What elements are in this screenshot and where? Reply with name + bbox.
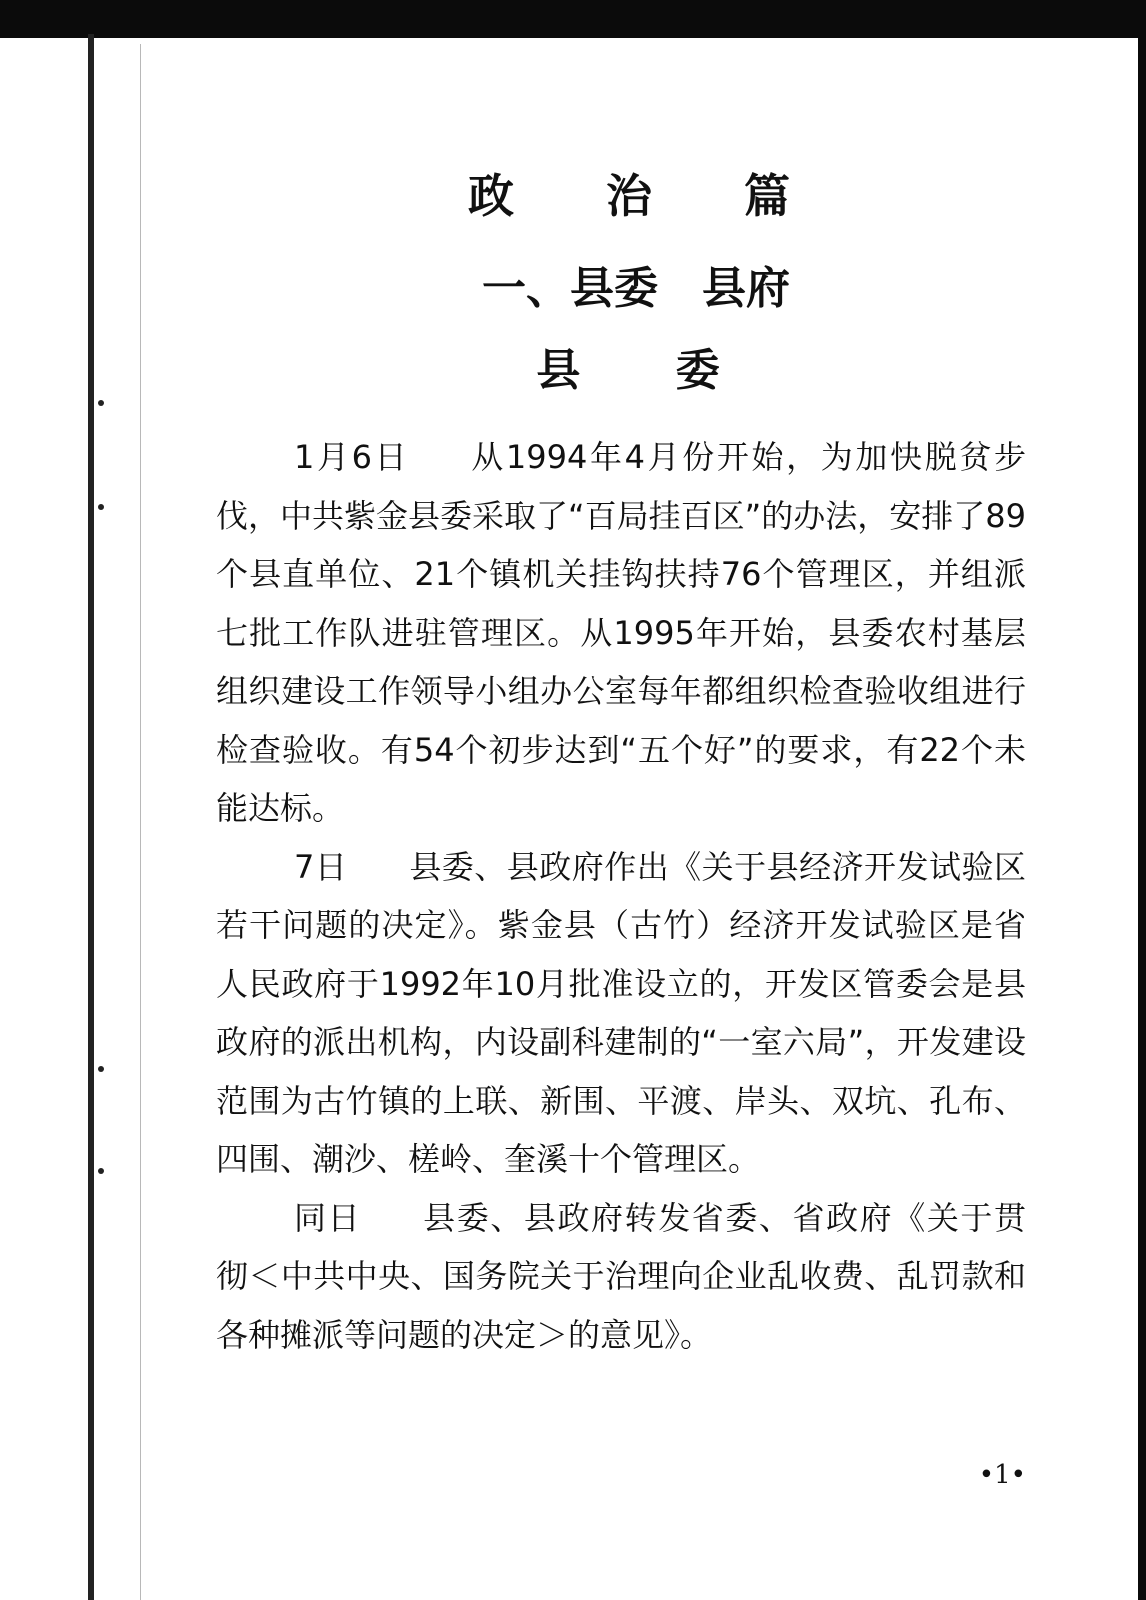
subsection-title: 县 委 xyxy=(536,345,760,396)
binding-hole-mark xyxy=(98,504,104,510)
chronicle-entry xyxy=(216,838,1026,1189)
page-number: •1• xyxy=(978,1460,1026,1490)
entry-text: 县委、县政府转发省委、省政府《关于贯彻＜中共中央、国务院关于治理向企业乱收费、乱罚款和各种摊派等问题的决定＞的意见》。 xyxy=(216,1198,1026,1354)
binding-hole-mark xyxy=(98,1066,104,1072)
chronicle-entry xyxy=(216,1189,1026,1365)
scan-border-right xyxy=(1138,0,1146,1600)
entry-date: 1月6日 xyxy=(294,438,410,476)
binding-hole-mark xyxy=(98,1168,104,1174)
scan-border-top xyxy=(0,0,1146,38)
chronicle-body xyxy=(216,428,1026,1364)
binding-hole-mark xyxy=(98,400,104,406)
entry-text: 从1994年4月份开始，为加快脱贫步伐，中共紫金县委采取了“百局挂百区”的办法，安排了89个县直单位、21个镇机关挂钩扶持76个管理区，并组派七批工作队进驻管理区。从1995年开始，县委农村基层组织建设工作领导小组办公室每年都组织检查验收组进行检查验收。有54个初步达到“五个好”的要求，有22个未能达标。 xyxy=(216,438,1026,827)
chapter-title: 政 治 篇 xyxy=(467,169,829,223)
chronicle-entry xyxy=(216,428,1026,838)
entry-text: 县委、县政府作出《关于县经济开发试验区若干问题的决定》。紫金县（古竹）经济开发试验区是省人民政府于1992年10月批准设立的，开发区管委会是县政府的派出机构，内设副科建制的“一室六局”，开发建设范围为古竹镇的上联、新围、平渡、岸头、双坑、孔布、四围、潮沙、槎岭、奎溪十个管理区。 xyxy=(216,847,1026,1178)
entry-date: 7日 xyxy=(294,847,348,886)
section-title: 一、县委 县府 xyxy=(482,263,790,314)
entry-date: 同日 xyxy=(294,1198,362,1237)
